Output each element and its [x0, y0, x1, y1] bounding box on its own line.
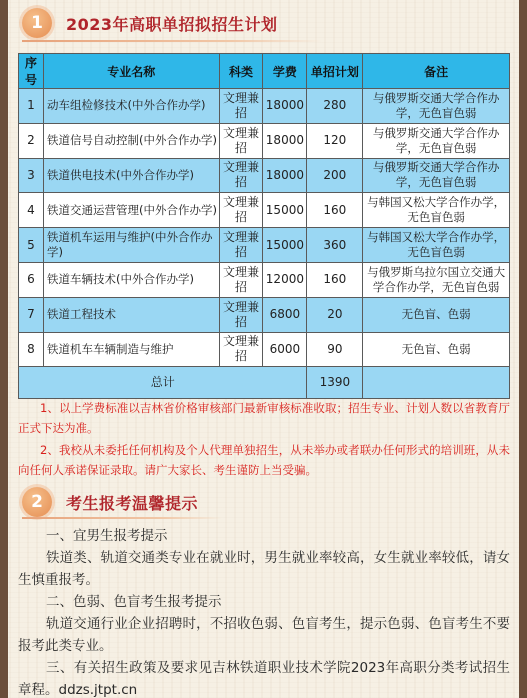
row-tuition: 6000 [263, 332, 307, 367]
section-2-title: 考生报考温馨提示 [66, 493, 199, 513]
row-tuition: 12000 [263, 262, 307, 297]
note-warning: 2、我校从未委托任何机构及个人代理单独招生，从未举办或者联办任何形式的培训班，从未向任何人承诺保证录取。请广大家长、考生谨防上当受骗。 [18, 443, 510, 477]
row-index: 4 [19, 193, 44, 228]
row-remarks: 与俄罗斯交通大学合作办学，无色盲色弱 [363, 89, 510, 124]
row-quota: 360 [307, 228, 363, 263]
row-index: 2 [19, 123, 44, 158]
row-category: 文理兼招 [219, 228, 263, 263]
header-major: 专业名称 [43, 54, 219, 89]
table-row [19, 193, 510, 228]
table-row [19, 262, 510, 297]
section-1-header [22, 8, 278, 38]
row-category: 文理兼招 [219, 262, 263, 297]
tip-body-colorblind: 轨道交通行业企业招聘时，不招收色弱、色盲考生，提示色弱、色盲考生不要报考此类专业。 [18, 616, 510, 654]
section-2-number-badge: 2 [22, 487, 52, 517]
left-frame-border [0, 0, 8, 698]
enrollment-plan-table [18, 53, 510, 399]
row-tuition: 18000 [263, 158, 307, 193]
row-remarks: 无色盲、色弱 [363, 332, 510, 367]
header-index: 序号 [19, 54, 44, 89]
row-quota: 120 [307, 123, 363, 158]
section-2-underline [22, 517, 222, 519]
row-index: 3 [19, 158, 44, 193]
row-tuition: 18000 [263, 89, 307, 124]
section-2-header [22, 487, 198, 517]
row-category: 文理兼招 [219, 297, 263, 332]
row-quota: 90 [307, 332, 363, 367]
section-1-number-badge: 1 [22, 8, 52, 38]
total-value: 1390 [307, 367, 363, 399]
right-frame-border [519, 0, 527, 698]
row-category: 文理兼招 [219, 123, 263, 158]
section-1-title: 2023年高职单招拟招生计划 [66, 14, 278, 34]
row-tuition: 15000 [263, 228, 307, 263]
tip-policy-reference: 三、有关招生政策及要求见吉林铁道职业技术学院2023年高职分类考试招生章程。ddzs.jtpt.cn [18, 660, 510, 698]
table-row [19, 158, 510, 193]
table-row [19, 297, 510, 332]
table-total-row [19, 367, 510, 399]
header-remarks: 备注 [363, 54, 510, 89]
row-remarks: 与俄罗斯交通大学合作办学，无色盲色弱 [363, 158, 510, 193]
row-index: 6 [19, 262, 44, 297]
table-header-row [19, 54, 510, 89]
row-remarks: 与韩国又松大学合作办学，无色盲色弱 [363, 228, 510, 263]
row-category: 文理兼招 [219, 158, 263, 193]
row-major: 动车组检修技术(中外合作办学) [43, 89, 219, 124]
row-remarks: 无色盲、色弱 [363, 297, 510, 332]
row-major: 铁道供电技术(中外合作办学) [43, 158, 219, 193]
row-major: 铁道工程技术 [43, 297, 219, 332]
table-row [19, 332, 510, 367]
table-row [19, 89, 510, 124]
row-major: 铁道机车运用与维护(中外合作办学) [43, 228, 219, 263]
tip-heading-gender: 一、宜男生报考提示 [46, 528, 168, 544]
total-remarks-empty [363, 367, 510, 399]
row-quota: 280 [307, 89, 363, 124]
row-category: 文理兼招 [219, 332, 263, 367]
tip-body-gender: 铁道类、轨道交通类专业在就业时，男生就业率较高，女生就业率较低，请女生慎重报考。 [18, 550, 510, 588]
row-index: 8 [19, 332, 44, 367]
tip-heading-colorblind: 二、色弱、色盲考生报考提示 [46, 594, 222, 610]
row-quota: 200 [307, 158, 363, 193]
row-major: 铁道交通运营管理(中外合作办学) [43, 193, 219, 228]
row-tuition: 15000 [263, 193, 307, 228]
row-index: 7 [19, 297, 44, 332]
row-quota: 160 [307, 262, 363, 297]
row-category: 文理兼招 [219, 89, 263, 124]
row-major: 铁道机车车辆制造与维护 [43, 332, 219, 367]
row-remarks: 与俄罗斯交通大学合作办学，无色盲色弱 [363, 123, 510, 158]
row-major: 铁道信号自动控制(中外合作办学) [43, 123, 219, 158]
row-tuition: 18000 [263, 123, 307, 158]
total-label: 总计 [19, 367, 307, 399]
row-index: 5 [19, 228, 44, 263]
table-row [19, 123, 510, 158]
row-tuition: 6800 [263, 297, 307, 332]
note-tuition: 1、以上学费标准以吉林省价格审核部门最新审核标准收取；招生专业、计划人数以省教育厅正式下达为准。 [18, 401, 510, 435]
header-category: 科类 [219, 54, 263, 89]
row-quota: 20 [307, 297, 363, 332]
table-row [19, 228, 510, 263]
row-remarks: 与俄罗斯乌拉尔国立交通大学合作办学，无色盲色弱 [363, 262, 510, 297]
row-category: 文理兼招 [219, 193, 263, 228]
row-remarks: 与韩国又松大学合作办学，无色盲色弱 [363, 193, 510, 228]
row-quota: 160 [307, 193, 363, 228]
header-quota: 单招计划 [307, 54, 363, 89]
section-1-underline [22, 40, 322, 42]
row-major: 铁道车辆技术(中外合作办学) [43, 262, 219, 297]
row-index: 1 [19, 89, 44, 124]
header-tuition: 学费 [263, 54, 307, 89]
